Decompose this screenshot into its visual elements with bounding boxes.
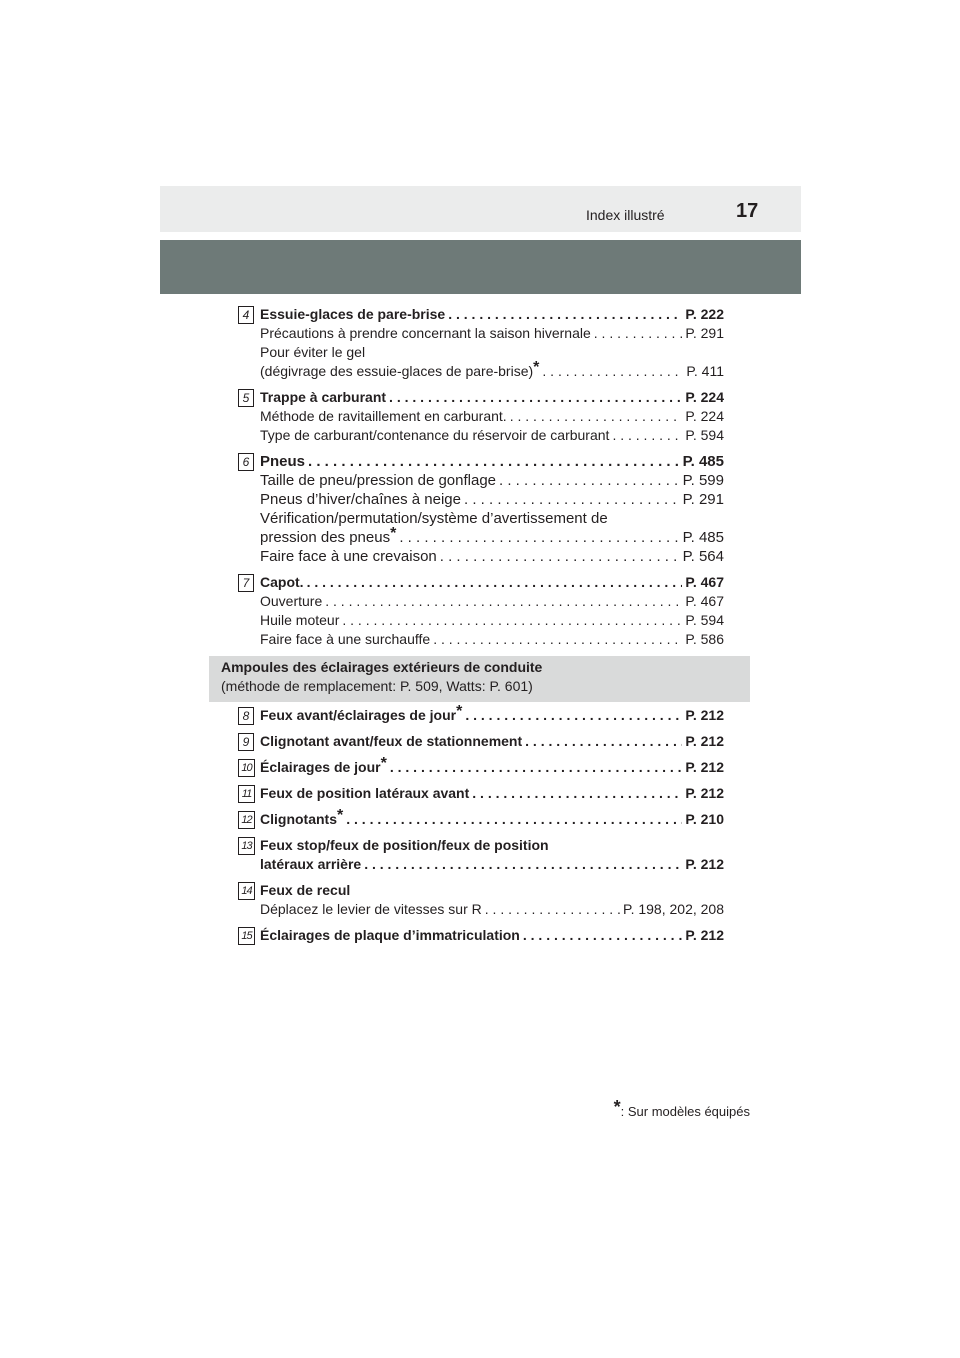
entry-main-line[interactable]: [260, 807, 724, 829]
leader-dots: [390, 758, 682, 777]
entry-label: Éclairages de jour*: [260, 755, 387, 775]
entry-main-line[interactable]: [260, 703, 724, 725]
index-entry-15: [238, 926, 724, 945]
page-ref: P. 599: [682, 472, 724, 489]
leader-dots: [399, 528, 679, 547]
entry-label: latéraux arrière: [260, 856, 362, 872]
header-band: [160, 186, 801, 232]
leader-dots: [325, 592, 682, 611]
page-ref: P. 586: [685, 631, 724, 647]
index-list-bottom: [238, 703, 724, 952]
item-number-badge: 13: [238, 837, 255, 855]
page-ref: P. 212: [685, 927, 724, 943]
equipped-asterisk: *: [380, 755, 387, 772]
entry-label: Huile moteur: [260, 612, 340, 628]
bulbs-section-subtitle: (méthode de remplacement: P. 509, Watts: P. 601): [221, 678, 533, 694]
index-entry-10: [238, 755, 724, 777]
entry-main-line[interactable]: [260, 732, 724, 751]
item-number-badge: 11: [238, 785, 255, 803]
entry-label: Clignotants*: [260, 807, 344, 827]
index-entry-7: [238, 573, 724, 649]
index-entry-11: [238, 784, 724, 803]
entry-sub-line[interactable]: [260, 490, 724, 509]
entry-label: Ouverture: [260, 593, 323, 609]
item-number-badge: 15: [238, 927, 255, 945]
entry-label: Déplacez le levier de vitesses sur R: [260, 901, 482, 917]
equipped-asterisk: *: [613, 1097, 621, 1117]
entry-label: Feux de position latéraux avant: [260, 785, 470, 801]
entry-main-line-text: Feux stop/feux de position/feux de position: [260, 837, 549, 853]
page-ref: P. 291: [682, 491, 724, 508]
index-entry-6: [238, 452, 724, 566]
entry-label: Faire face à une surchauffe: [260, 631, 431, 647]
page-ref: P. 212: [685, 733, 724, 749]
entry-sub-line-text: Vérification/permutation/système d’avertissement de: [260, 510, 608, 527]
header-section-title: Index illustré: [586, 207, 665, 223]
equipped-asterisk: *: [337, 807, 344, 824]
leader-dots: [523, 926, 682, 945]
entry-main-line[interactable]: [260, 926, 724, 945]
entry-main-line[interactable]: [260, 452, 724, 471]
index-entry-13: [238, 836, 724, 874]
entry-main-line[interactable]: [260, 305, 724, 324]
entry-sub-line[interactable]: [260, 324, 724, 343]
page-ref: P. 212: [685, 707, 724, 723]
leader-dots: [485, 900, 620, 919]
page-ref: P. 467: [685, 574, 724, 590]
entry-sub-line[interactable]: [260, 611, 724, 630]
page-ref: P. 485: [682, 529, 724, 546]
leader-dots: [542, 362, 683, 381]
leader-dots: [433, 630, 682, 649]
equipped-asterisk: *: [390, 525, 397, 542]
item-number-badge: 10: [238, 759, 255, 777]
page-ref: P. 224: [685, 408, 724, 424]
page-ref: P. 594: [685, 612, 724, 628]
entry-label: Faire face à une crevaison: [260, 548, 437, 565]
page-ref: P. 224: [685, 389, 724, 405]
leader-dots: [346, 810, 682, 829]
leader-dots: [307, 573, 683, 592]
equipped-asterisk: *: [533, 359, 540, 376]
page-ref: P. 198, 202, 208: [623, 901, 724, 917]
page-ref: P. 467: [685, 593, 724, 609]
entry-sub-line-text: Pour éviter le gel: [260, 344, 366, 360]
entry-main-line[interactable]: [260, 573, 724, 592]
item-number-badge: 8: [238, 707, 254, 725]
item-number-badge: 12: [238, 811, 255, 829]
entry-label: Taille de pneu/pression de gonflage: [260, 472, 497, 489]
entry-main-line[interactable]: [260, 388, 724, 407]
footnote: [614, 1097, 750, 1119]
index-entry-14: [238, 881, 724, 919]
entry-sub-line[interactable]: [260, 407, 724, 426]
item-number-badge: 5: [238, 389, 254, 407]
index-entry-4: [238, 305, 724, 381]
leader-dots: [465, 706, 682, 725]
entry-sub-line[interactable]: [260, 900, 724, 919]
item-number-badge: 4: [238, 306, 254, 324]
entry-label: Type de carburant/contenance du réservoir de carburant: [260, 427, 610, 443]
page-ref: P. 212: [685, 856, 724, 872]
index-entry-5: [238, 388, 724, 445]
leader-dots: [612, 426, 682, 445]
page-ref: P. 594: [685, 427, 724, 443]
leader-dots: [594, 324, 683, 343]
item-number-badge: 9: [238, 733, 254, 751]
entry-label: Feux avant/éclairages de jour*: [260, 703, 463, 723]
entry-sub-line[interactable]: [260, 630, 724, 649]
item-number-badge: 14: [238, 882, 255, 900]
entry-label: Pneus: [260, 453, 306, 470]
leader-dots: [448, 305, 682, 324]
page-ref: P. 564: [682, 548, 724, 565]
leader-dots: [525, 732, 682, 751]
page-ref: P. 222: [685, 306, 724, 322]
leader-dots: [389, 388, 682, 407]
index-entry-12: [238, 807, 724, 829]
entry-label: Méthode de ravitaillement en carburant.: [260, 408, 507, 424]
entry-label: Éclairages de plaque d’immatriculation: [260, 927, 520, 943]
entry-label: (dégivrage des essuie-glaces de pare-brise)*: [260, 359, 540, 379]
leader-dots: [510, 407, 683, 426]
entry-sub-line[interactable]: [260, 471, 724, 490]
index-list-top: [238, 305, 724, 656]
leader-dots: [440, 547, 680, 566]
entry-label: Précautions à prendre concernant la saison hivernale: [260, 325, 591, 341]
equipped-asterisk: *: [456, 703, 463, 720]
entry-sub-line[interactable]: [260, 547, 724, 566]
entry-label: Clignotant avant/feux de stationnement: [260, 733, 523, 749]
page-ref: P. 212: [685, 785, 724, 801]
entry-main-line[interactable]: [260, 755, 724, 777]
page-ref: P. 411: [686, 363, 724, 379]
index-entry-8: [238, 703, 724, 725]
index-entry-9: [238, 732, 724, 751]
entry-sub-line[interactable]: [260, 525, 724, 547]
page-ref: P. 212: [685, 759, 724, 775]
leader-dots: [464, 490, 680, 509]
item-number-badge: 7: [238, 574, 254, 592]
bulbs-section-title: Ampoules des éclairages extérieurs de conduite: [221, 659, 543, 675]
item-number-badge: 6: [238, 453, 254, 471]
entry-main-line[interactable]: [260, 855, 724, 874]
entry-label: Pneus d’hiver/chaînes à neige: [260, 491, 461, 508]
leader-dots: [472, 784, 682, 803]
entry-sub-line[interactable]: [260, 359, 724, 381]
entry-label: Trappe à carburant: [260, 389, 387, 405]
entry-main-line[interactable]: [260, 784, 724, 803]
page-ref: P. 485: [682, 453, 724, 470]
entry-main-line-text: Feux de recul: [260, 882, 351, 898]
entry-label: Capot.: [260, 574, 304, 590]
page-ref: P. 210: [685, 811, 724, 827]
leader-dots: [308, 452, 680, 471]
page-ref: P. 291: [685, 325, 724, 341]
entry-sub-line[interactable]: [260, 426, 724, 445]
page-number: 17: [736, 200, 759, 222]
entry-label: Essuie-glaces de pare-brise: [260, 306, 446, 322]
footnote-text: : Sur modèles équipés: [620, 1104, 750, 1119]
entry-label: pression des pneus*: [260, 525, 397, 546]
leader-dots: [499, 471, 680, 490]
leader-dots: [342, 611, 682, 630]
title-band: [160, 240, 801, 294]
leader-dots: [364, 855, 682, 874]
entry-sub-line[interactable]: [260, 592, 724, 611]
